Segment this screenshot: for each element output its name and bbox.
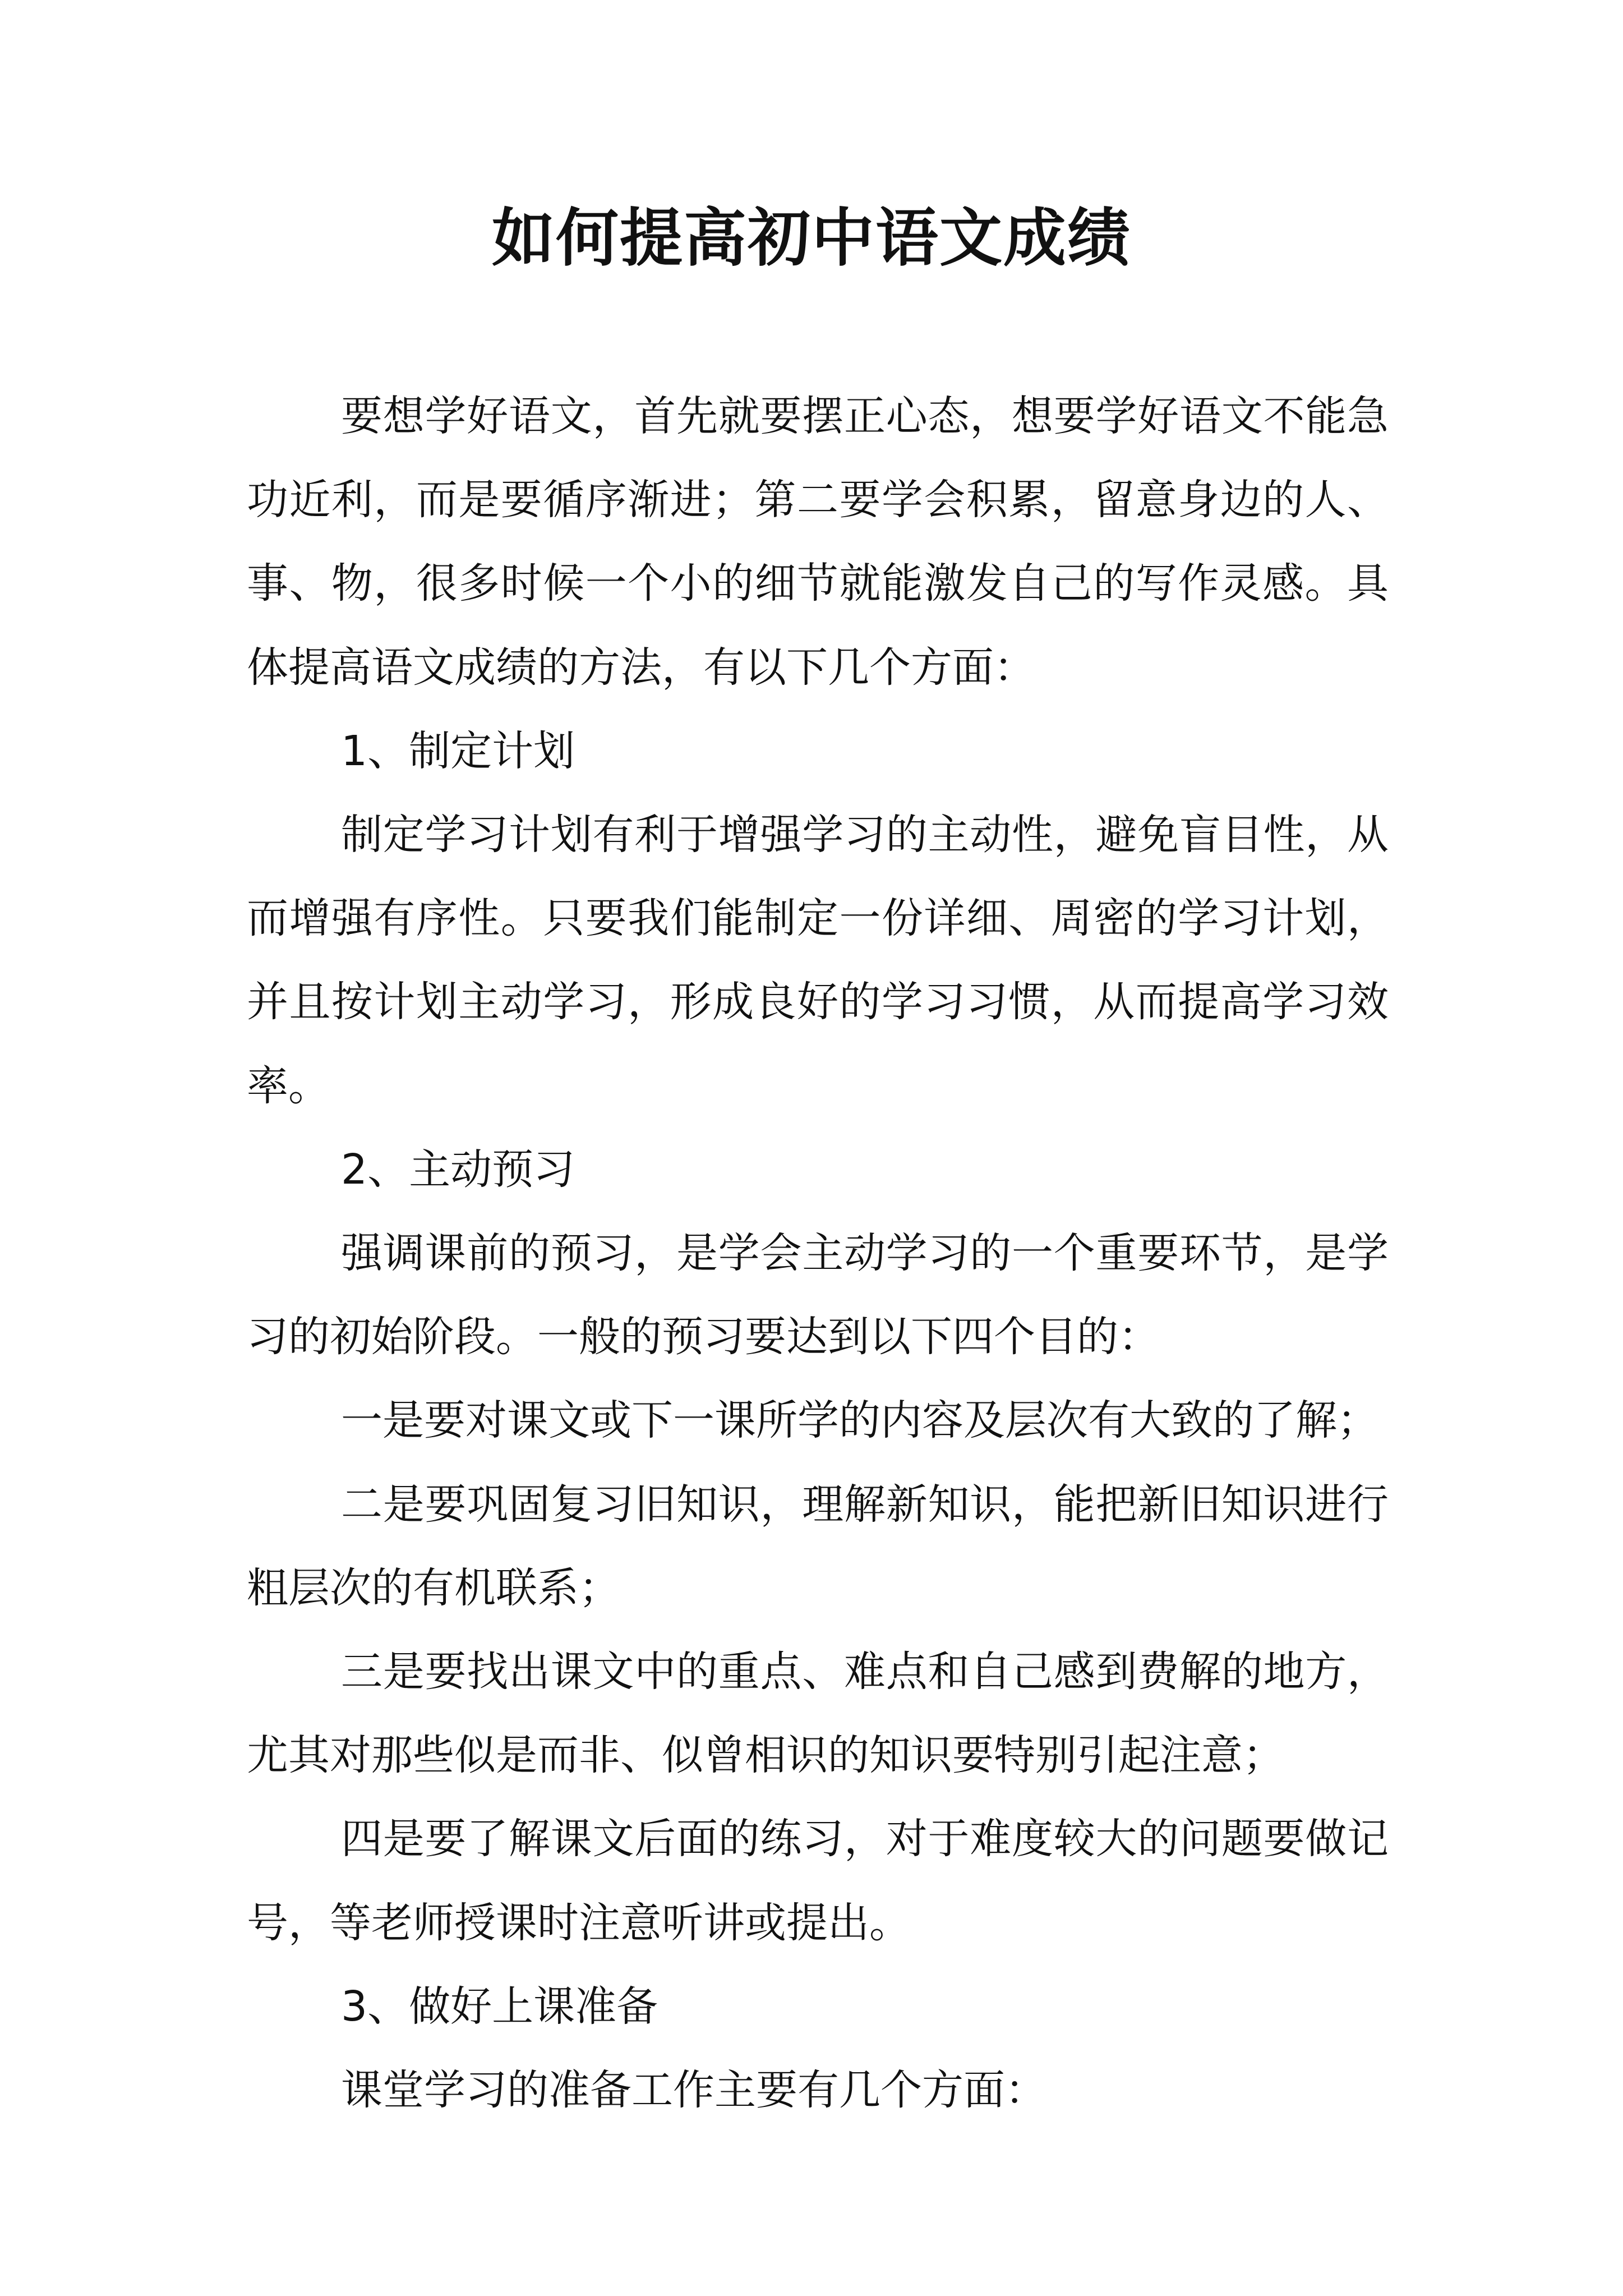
intro-paragraph: 要想学好语文，首先就要摆正心态，想要学好语文不能急功近利，而是要循序渐进；第二要学会积累，留意身边的人、事、物，很多时候一个小的细节就能激发自己的写作灵感。具体提高语文成绩的方法，有以下几个方面： [247, 392, 1389, 692]
preview-goal-1: 一是要对课文或下一课所学的内容及层次有大致的了解； [341, 1396, 1378, 1445]
preview-goal-2: 二是要巩固复习旧知识，理解新知识，能把新旧知识进行粗层次的有机联系； [247, 1480, 1389, 1612]
section-heading-plan: 1、制定计划 [341, 726, 575, 775]
preview-paragraph: 强调课前的预习，是学会主动学习的一个重要环节，是学习的初始阶段。一般的预习要达到以下四个目的： [247, 1229, 1389, 1361]
document-title: 如何提高初中语文成绩 [492, 201, 1131, 275]
section-heading-class-prep: 3、做好上课准备 [341, 1982, 658, 2031]
class-prep-paragraph: 课堂学习的准备工作主要有几个方面： [341, 2066, 1046, 2115]
preview-goal-3: 三是要找出课文中的重点、难点和自己感到费解的地方，尤其对那些似是而非、似曾相识的知识要特别引起注意； [247, 1648, 1389, 1780]
document-body [247, 375, 1389, 2132]
preview-goal-4: 四是要了解课文后面的练习，对于难度较大的问题要做记号，等老师授课时注意听讲或提出。 [247, 1815, 1389, 1947]
section-heading-preview: 2、主动预习 [341, 1145, 575, 1194]
plan-paragraph: 制定学习计划有利于增强学习的主动性，避免盲目性，从而增强有序性。只要我们能制定一份详细、周密的学习计划，并且按计划主动学习，形成良好的学习习惯，从而提高学习效率。 [247, 811, 1389, 1110]
